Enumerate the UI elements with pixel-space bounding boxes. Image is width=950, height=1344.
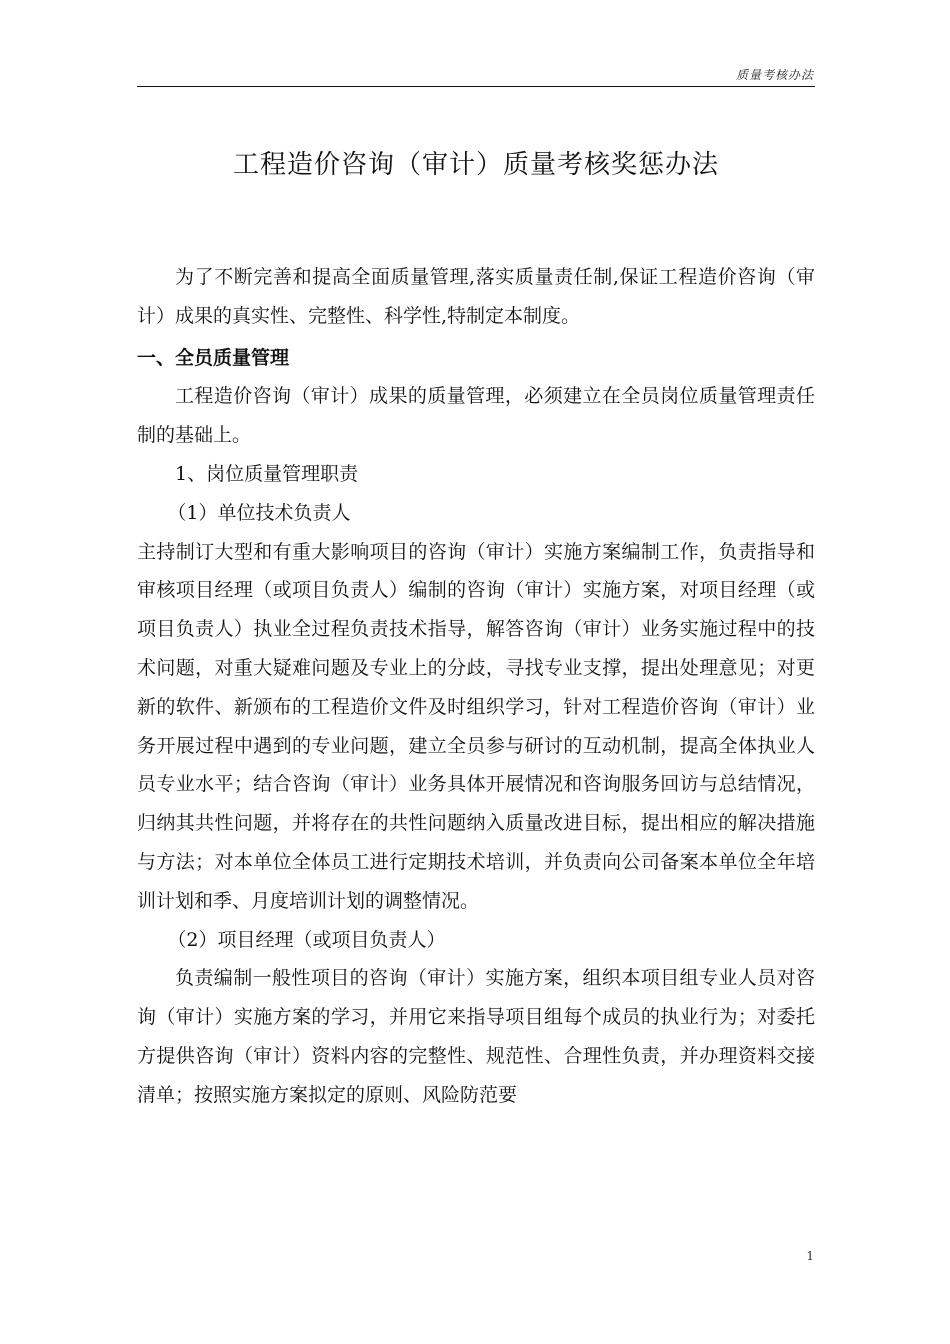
subsection-heading: 1、岗位质量管理职责 [175, 462, 359, 485]
document-title: 工程造价咨询（审计）质量考核奖惩办法 [232, 150, 719, 180]
document-body [137, 258, 815, 1115]
section-intro-paragraph: 工程造价咨询（审计）成果的质量管理，必须建立在全员岗位质量管理责任制的基础上。 [137, 385, 815, 447]
section-heading: 一、全员质量管理 [137, 346, 290, 369]
page-number: 1 [806, 1249, 814, 1263]
item-body-2: 负责编制一般性项目的咨询（审计）实施方案，组织本项目组专业人员对咨询（审计）实施方案的学习，并用它来指导项目组每个成员的执业行为；对委托方提供咨询（审计）资料内容的完整性、规范性、合理性负责，并办理资料交接清单；按照实施方案拟定的原则、风险防范要 [137, 967, 815, 1106]
item-body-1: 主持制订大型和有重大影响项目的咨询（审计）实施方案编制工作，负责指导和审核项目经理（或项目负责人）编制的咨询（审计）实施方案，对项目经理（或项目负责人）执业全过程负责技术指导，解答咨询（审计）业务实施过程中的技术问题，对重大疑难问题及专业上的分歧，寻找专业支撑，提出处理意见；对更新的软件、新颁布的工程造价文件及时组织学习，针对工程造价咨询（审计）业务开展过程中遇到的专业问题，建立全员参与研讨的互动机制，提高全体执业人员专业水平；结合咨询（审计）业务具体开展情况和咨询服务回访与总结情况，归纳其共性问题，并将存在的共性问题纳入质量改进目标，提出相应的解决措施与方法；对本单位全体员工进行定期技术培训，并负责向公司备案本单位全年培训计划和季、月度培训计划的调整情况。 [137, 540, 815, 912]
item-heading-2: （2）项目经理（或项目负责人） [167, 928, 446, 951]
item-heading-1: （1）单位技术负责人 [167, 501, 351, 524]
header-divider [137, 86, 815, 87]
intro-paragraph: 为了不断完善和提高全面质量管理,落实质量责任制,保证工程造价咨询（审计）成果的真实性、完整性、科学性,特制定本制度。 [137, 266, 815, 327]
running-header: 质量考核办法 [735, 68, 814, 82]
